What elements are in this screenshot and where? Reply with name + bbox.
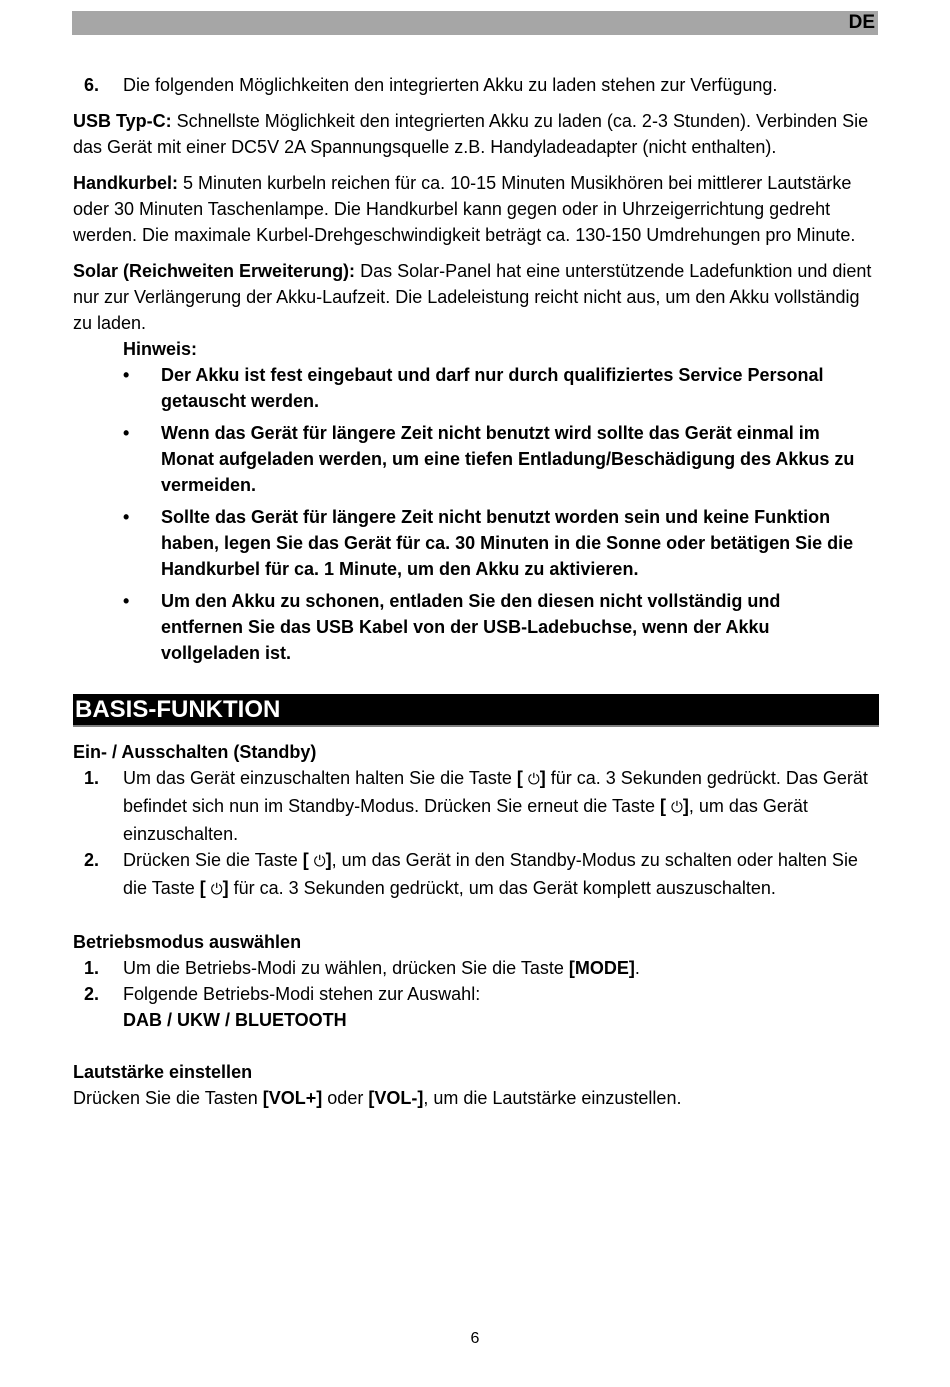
method-solar <box>73 258 879 336</box>
mode-list: DAB / UKW / BLUETOOTH <box>123 1010 347 1030</box>
method-solar-label: Solar (Reichweiten Erweiterung): <box>73 261 356 281</box>
method-usb-text: Schnellste Möglichkeit den integrierten Akku zu laden (ca. 2-3 Stunden). Verbinden Sie das Gerät mit einer DC5V 2A Spannungsquelle z.B. Handyladeadapter (nicht enthalten). <box>73 111 869 157</box>
method-usb-label: USB Typ-C: <box>73 111 172 131</box>
power-step-1: 1. Um das Gerät einzuschalten halten Sie die Taste [ ⏻] für ca. 3 Sekunden gedrückt. Das Gerät befindet sich nun im Standby-Modus. Drücken Sie erneut die Taste [ ⏻], um das Gerät einzuschalten. <box>73 765 879 847</box>
note-item: • Sollte das Gerät für längere Zeit nicht benutzt worden sein und keine Funktion haben, legen Sie das Gerät für ca. 30 Minuten in die Sonne oder betätigen Sie die Handkurbel für ca. 1 Minute, um den Akku zu aktivieren. <box>73 504 879 582</box>
power-icon: ⏻ <box>527 771 540 788</box>
vol-minus-key: [VOL-] <box>368 1088 424 1108</box>
vol-plus-key: [VOL+] <box>262 1088 323 1108</box>
method-usb <box>73 108 879 160</box>
note-item: • Um den Akku zu schonen, entladen Sie den diesen nicht vollständig und entfernen Sie das USB Kabel von der USB-Ladebuchse, wenn der Akku vollgeladen ist. <box>73 588 879 666</box>
bullet-icon: • <box>123 507 130 527</box>
method-solar-text: Das Solar-Panel hat eine unterstützende Ladefunktion und dient nur zur Verlängerung der Akku-Laufzeit. Die Ladeleistung reicht nicht aus, um den Akku vollständig zu laden. <box>73 261 872 333</box>
header-bar <box>72 11 878 35</box>
bullet-icon: • <box>123 591 130 611</box>
mode-step-2: 2. Folgende Betriebs-Modi stehen zur Auswahl: DAB / UKW / BLUETOOTH <box>73 981 879 1033</box>
mode-heading: Betriebsmodus auswählen <box>73 932 302 952</box>
notes-title: Hinweis: <box>123 339 198 359</box>
method-crank <box>73 170 879 248</box>
power-icon: ⏻ <box>313 853 326 870</box>
step-number: 2. <box>84 850 100 870</box>
mode-key: [MODE] <box>568 958 635 978</box>
power-icon: ⏻ <box>210 881 223 898</box>
step-number: 1. <box>84 958 100 978</box>
bullet-icon: • <box>123 423 130 443</box>
intro-number: 6. <box>84 75 100 95</box>
note-item: • Wenn das Gerät für längere Zeit nicht benutzt wird sollte das Gerät einmal im Monat aufgeladen werden, um eine tiefen Entladung/Beschädigung des Akkus zu vermeiden. <box>73 420 879 498</box>
method-crank-text: 5 Minuten kurbeln reichen für ca. 10-15 Minuten Musikhören bei mittlerer Lautstärke oder 30 Minuten Taschenlampe. Die Handkurbel kann gegen oder in Uhrzeigerrichtung gedreht werden. Die maximale Kurbel-Drehgeschwindigkeit beträgt ca. 130-150 Umdrehungen pro Minute. <box>73 173 856 245</box>
note-item: • Der Akku ist fest eingebaut und darf nur durch qualifiziertes Service Personal getauscht werden. <box>73 362 879 414</box>
intro-item <box>73 72 879 98</box>
mode-step-1: 1. Um die Betriebs-Modi zu wählen, drücken Sie die Taste [MODE]. <box>73 955 879 981</box>
volume-text: Drücken Sie die Tasten [VOL+] oder [VOL-], um die Lautstärke einzustellen. <box>73 1088 682 1108</box>
step-number: 1. <box>84 768 100 788</box>
volume-heading: Lautstärke einstellen <box>73 1062 253 1082</box>
page-content <box>73 72 879 1111</box>
page-number: 6 <box>470 1330 480 1347</box>
power-heading: Ein- / Ausschalten (Standby) <box>73 742 317 762</box>
method-crank-label: Handkurbel: <box>73 173 179 193</box>
bullet-icon: • <box>123 365 130 385</box>
step-number: 2. <box>84 984 100 1004</box>
power-icon: ⏻ <box>670 799 683 816</box>
language-label: DE <box>848 12 875 33</box>
intro-text: Die folgenden Möglichkeiten den integrierten Akku zu laden stehen zur Verfügung. <box>123 75 778 95</box>
section-title: BASIS-FUNKTION <box>73 694 879 727</box>
power-step-2: 2. Drücken Sie die Taste [ ⏻], um das Gerät in den Standby-Modus zu schalten oder halten Sie die Taste [ ⏻] für ca. 3 Sekunden gedrückt, um das Gerät komplett auszuschalten. <box>73 847 879 903</box>
notes-list <box>73 362 879 666</box>
